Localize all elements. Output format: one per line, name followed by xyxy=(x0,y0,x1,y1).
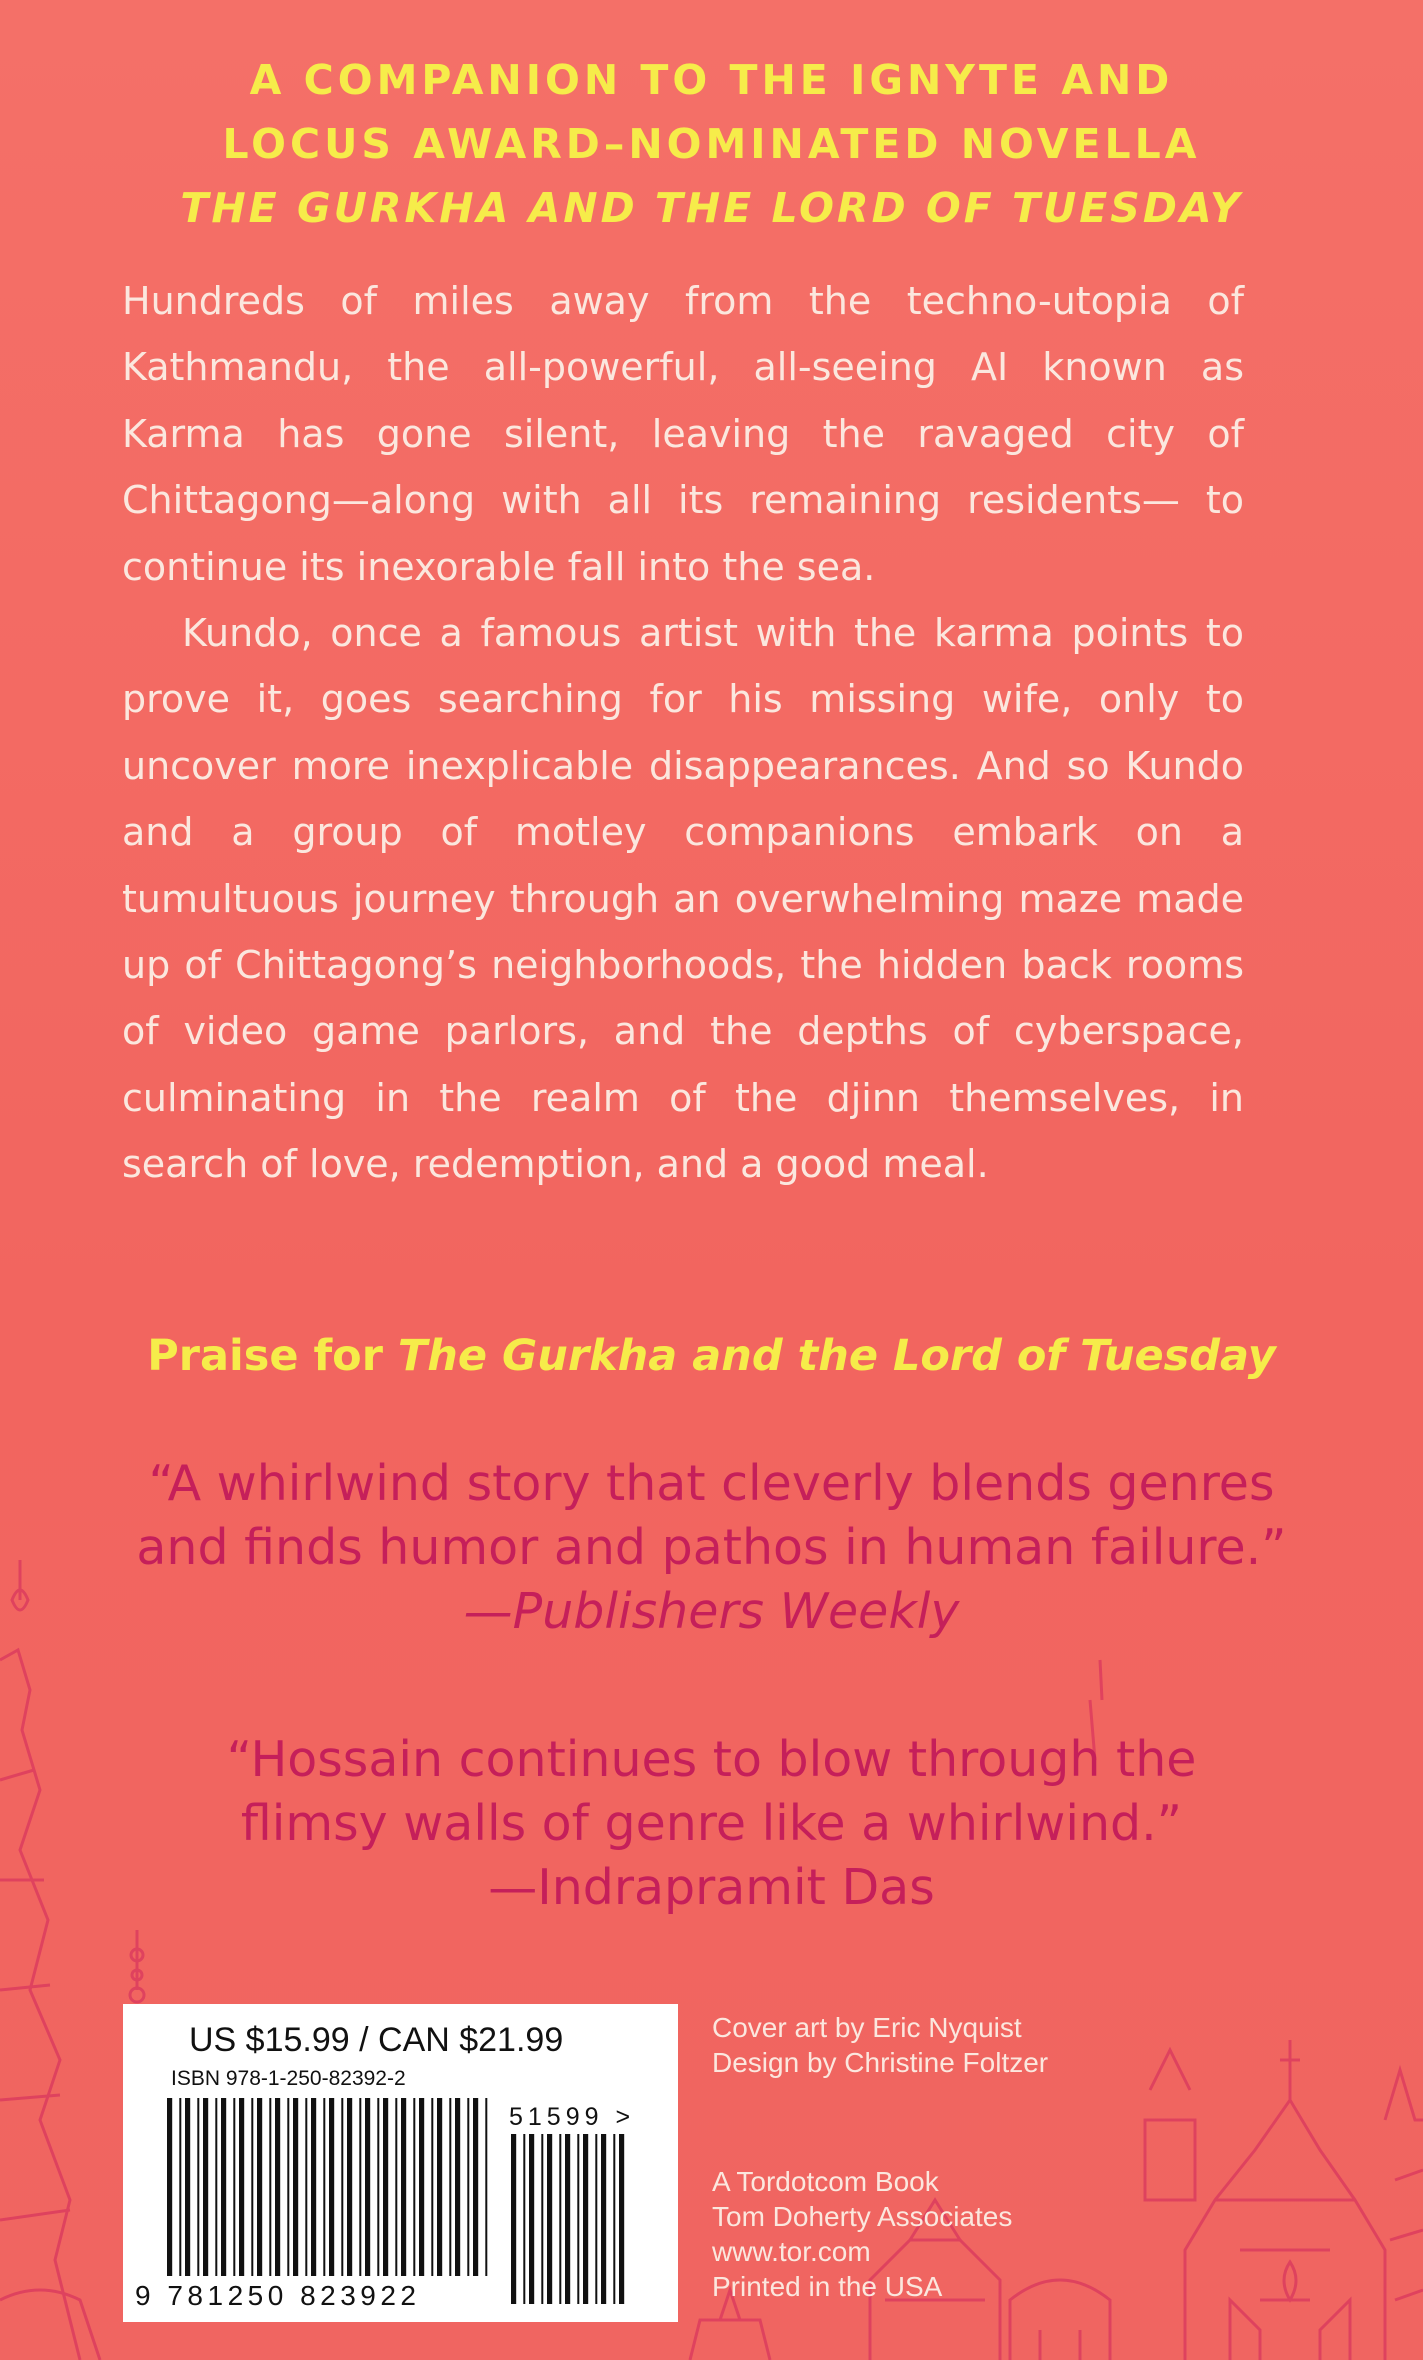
barcode-bar xyxy=(541,2134,543,2304)
design-credits xyxy=(712,2010,1048,2080)
barcode-bar xyxy=(257,2098,262,2276)
barcode-bar xyxy=(467,2098,469,2276)
quote-line: “Hossain continues to blow through the xyxy=(226,1731,1197,1788)
barcode-bar xyxy=(197,2098,199,2276)
barcode-bar xyxy=(179,2098,181,2276)
barcode-bar xyxy=(523,2134,525,2304)
barcode-bar xyxy=(347,2098,352,2276)
barcode-bar xyxy=(419,2098,424,2276)
barcode-bar xyxy=(323,2098,325,2276)
barcode-bar xyxy=(613,2134,615,2304)
companion-tagline xyxy=(0,48,1423,240)
printed-location: Printed in the USA xyxy=(712,2271,943,2302)
barcode-bar xyxy=(601,2134,606,2304)
barcode-bar xyxy=(577,2134,579,2304)
publisher-info xyxy=(712,2164,1012,2304)
barcode-bar xyxy=(341,2098,343,2276)
quote-line: flimsy walls of genre like a whirlwind.” xyxy=(240,1795,1183,1852)
barcode-bar xyxy=(529,2134,534,2304)
barcode-bar xyxy=(293,2098,298,2276)
praise-heading-title: The Gurkha and the Lord of Tuesday xyxy=(397,1331,1276,1381)
review-quote-publishers-weekly xyxy=(0,1452,1423,1644)
ean-digits: 9 781250 823922 xyxy=(135,2280,421,2311)
barcode-bar xyxy=(329,2098,334,2276)
barcode-bar xyxy=(167,2098,172,2276)
barcode-bar xyxy=(559,2134,561,2304)
barcode-bar xyxy=(595,2134,597,2304)
barcode-bar xyxy=(437,2098,442,2276)
price-text: US $15.99 / CAN $21.99 xyxy=(189,2021,564,2059)
tagline-book-title: THE GURKHA AND THE LORD OF TUESDAY xyxy=(180,184,1243,232)
barcode-bar xyxy=(215,2098,217,2276)
imprint-name: A Tordotcom Book xyxy=(712,2166,939,2197)
barcode-bar xyxy=(275,2098,280,2276)
barcode-bar xyxy=(511,2134,516,2304)
barcode-bar xyxy=(233,2098,235,2276)
praise-heading-prefix: Praise for xyxy=(147,1331,398,1381)
barcode-bar xyxy=(383,2098,388,2276)
review-quote-indrapramit-das xyxy=(0,1728,1423,1920)
barcode-bar xyxy=(455,2098,460,2276)
isbn-text: ISBN 978-1-250-82392-2 xyxy=(171,2067,406,2090)
barcode-bar xyxy=(619,2134,624,2304)
barcode-bar xyxy=(221,2098,226,2276)
isbn-barcode xyxy=(123,2004,678,2322)
barcode-bar xyxy=(365,2098,370,2276)
publisher-name: Tom Doherty Associates xyxy=(712,2201,1013,2232)
barcode-bar xyxy=(185,2098,190,2276)
barcode-bar xyxy=(547,2134,552,2304)
quote-line: “A whirlwind story that cleverly blends genres xyxy=(148,1455,1275,1512)
barcode-bar xyxy=(359,2098,361,2276)
barcode-bar xyxy=(473,2098,478,2276)
barcode-bar xyxy=(395,2098,397,2276)
price-addon-digits: 51599 > xyxy=(509,2103,636,2131)
barcode-label xyxy=(123,2004,678,2322)
barcode-bar xyxy=(311,2098,316,2276)
quote-attribution: —Publishers Weekly xyxy=(463,1583,960,1640)
tagline-line-1: A COMPANION TO THE IGNYTE AND xyxy=(249,56,1174,104)
barcode-bar xyxy=(239,2098,244,2276)
barcode-bar xyxy=(449,2098,451,2276)
barcode-bar xyxy=(287,2098,289,2276)
description-paragraph-2: Kundo, once a famous artist with the karma points to prove it, goes searching for his missing wife, only to uncover more inexplicable disappearances. And so Kundo and a group of motley companions embark on a tumultuous journey through an overwhelming maze made up of Chittagong’s neighborhoods, the hidden back rooms of video game parlors, and the depths of cyberspace, culminating in the realm of the djinn themselves, in search of love, redemption, and a good meal. xyxy=(122,611,1244,1187)
barcode-bar xyxy=(269,2098,271,2276)
quote-line: and finds humor and pathos in human failure.” xyxy=(136,1519,1287,1576)
publisher-website: www.tor.com xyxy=(712,2236,871,2267)
barcode-bar xyxy=(583,2134,588,2304)
design-credit: Design by Christine Foltzer xyxy=(712,2047,1049,2078)
barcode-bar xyxy=(565,2134,570,2304)
description-paragraph-1: Hundreds of miles away from the techno-utopia of Kathmandu, the all-powerful, all-seeing AI known as Karma has gone silent, leaving the ravaged city of Chittagong—along with all its remaining residents— to continue its inexorable fall into the sea. xyxy=(122,279,1244,589)
barcode-bar xyxy=(485,2098,487,2276)
barcode-bar xyxy=(413,2098,415,2276)
quote-attribution: —Indrapramit Das xyxy=(488,1859,935,1916)
barcode-bar xyxy=(431,2098,433,2276)
barcode-bar xyxy=(203,2098,208,2276)
tagline-line-2: LOCUS AWARD–NOMINATED NOVELLA xyxy=(222,120,1201,168)
cover-art-credit: Cover art by Eric Nyquist xyxy=(712,2012,1022,2043)
barcode-bar xyxy=(377,2098,379,2276)
barcode-bar xyxy=(305,2098,307,2276)
book-description xyxy=(122,268,1244,1198)
barcode-bar xyxy=(401,2098,406,2276)
praise-heading xyxy=(0,1326,1423,1386)
barcode-bar xyxy=(251,2098,253,2276)
